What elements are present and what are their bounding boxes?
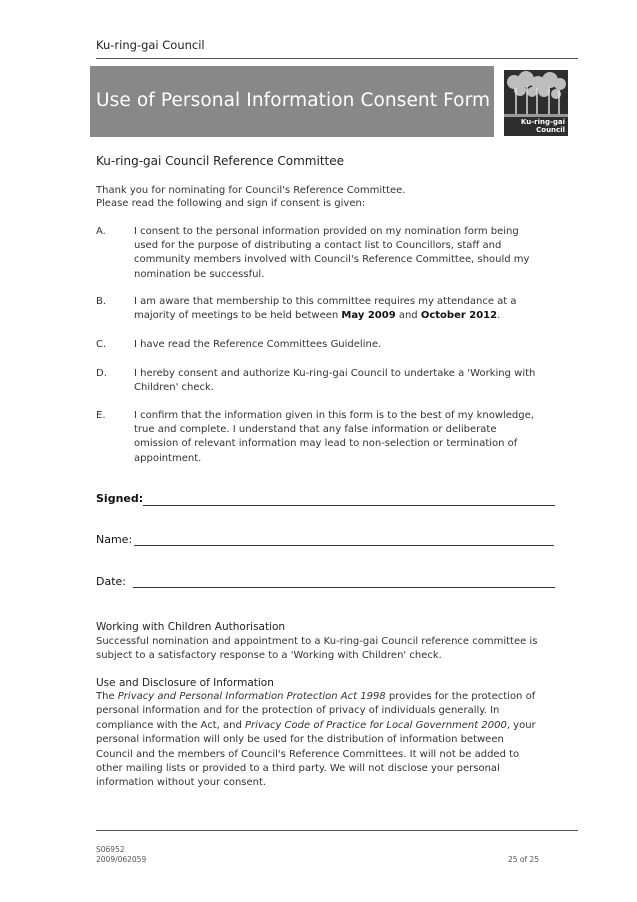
disclosure-line [96,690,566,704]
item-line: community members involved with Council's Reference Committee, should my [134,254,530,266]
item-line: I consent to the personal information provided on my nomination form being [134,226,519,237]
consent-item-a [96,225,566,283]
item-line: true and complete. I understand that any false information or deliberate [134,424,497,436]
item-letter: E. [96,410,106,421]
disclosure-text-part: The [96,691,118,702]
date-line[interactable] [133,587,555,588]
disclosure-line [96,719,566,733]
consent-item-b [96,295,566,325]
item-text [134,225,554,282]
item-line: I am aware that membership to this committee requires my attendance at a [134,296,517,307]
item-line: used for the purpose of distributing a contact list to Councillors, staff and [134,240,502,252]
disclosure-text [96,690,566,791]
title-banner [90,66,494,137]
item-line: I confirm that the information given in this form is to the best of my knowledge, [134,410,534,421]
item-line: nomination be successful. [134,268,265,280]
disclosure-line: personal information and for the protection of privacy of individuals generally. In [96,705,500,717]
wwc-heading: Working with Children Authorisation [96,621,286,633]
item-line [134,309,554,323]
item-line: I have read the Reference Committees Guideline. [134,339,382,350]
name-label: Name: [96,533,133,546]
start-date: May 2009 [341,310,396,322]
end-date: October 2012 [420,310,498,322]
council-logo [504,70,568,136]
disclosure-heading: Use and Disclosure of Information [96,677,274,689]
item-text [134,409,554,466]
date-label: Date: [96,575,126,588]
disclosure-line: personal information will only be used for the distribution of information between [96,734,504,746]
name-line[interactable] [134,545,554,546]
signed-line[interactable] [143,505,555,506]
item-letter: B. [96,296,107,307]
wwc-line: Successful nomination and appointment to a Ku-ring-gai Council reference committee is [96,636,538,647]
footer-ref: 2009/062059 [96,855,147,864]
item-letter: D. [96,368,107,379]
disclosure-text-part: compliance with the Act, and [96,719,245,731]
header-divider [96,58,578,59]
form-title: Use of Personal Information Consent Form [96,90,491,111]
item-line: omission of relevant information may lead to non-selection or termination of [134,438,518,450]
item-text-part: and [395,310,421,322]
item-line: I hereby consent and authorize Ku-ring-gai Council to undertake a 'Working with [134,368,536,379]
privacy-act-title: Privacy and Personal Information Protection Act 1998 [117,691,386,702]
wwc-text [96,635,566,664]
item-letter: C. [96,339,107,350]
item-line: appointment. [134,452,202,464]
logo-text-line1: Ku-ring-gai [520,118,565,126]
item-line: Children' check. [134,382,214,394]
wwc-line: subject to a satisfactory response to a 'Working with Children' check. [96,650,442,662]
logo-text-line2: Council [536,126,565,134]
item-text-part: majority of meetings to be held between [134,310,342,322]
disclosure-line: other mailing lists or provided to a third party. We will not disclose your personal [96,763,500,775]
privacy-code-title: Privacy Code of Practice for Local Government 2000 [244,719,507,731]
item-text [134,367,554,395]
intro-line: Please read the following and sign if consent is given: [96,198,366,209]
item-text [134,338,554,352]
footer-ref: S06952 [96,845,125,854]
footer-refs [96,845,146,865]
logo-text [521,118,565,134]
intro-text [96,184,406,210]
disclosure-text-part: , your [506,719,536,731]
consent-item-e [96,409,566,467]
item-letter: A. [96,226,106,237]
signed-label: Signed: [96,492,144,505]
item-text [134,295,554,323]
header-org-name: Ku-ring-gai Council [96,38,205,52]
consent-item-d [96,367,566,397]
disclosure-line: Council and the members of Council's Reference Committees. It will not be added to [96,748,520,760]
footer-divider [96,830,578,831]
page-number: 25 of 25 [508,855,540,864]
consent-item-c [96,338,566,354]
item-text-part: . [497,310,501,322]
disclosure-text-part: provides for the protection of [385,691,536,702]
intro-line: Thank you for nominating for Council's Reference Committee. [96,185,406,196]
committee-title: Ku-ring-gai Council Reference Committee [96,154,345,168]
disclosure-line: information without your consent. [96,777,267,789]
